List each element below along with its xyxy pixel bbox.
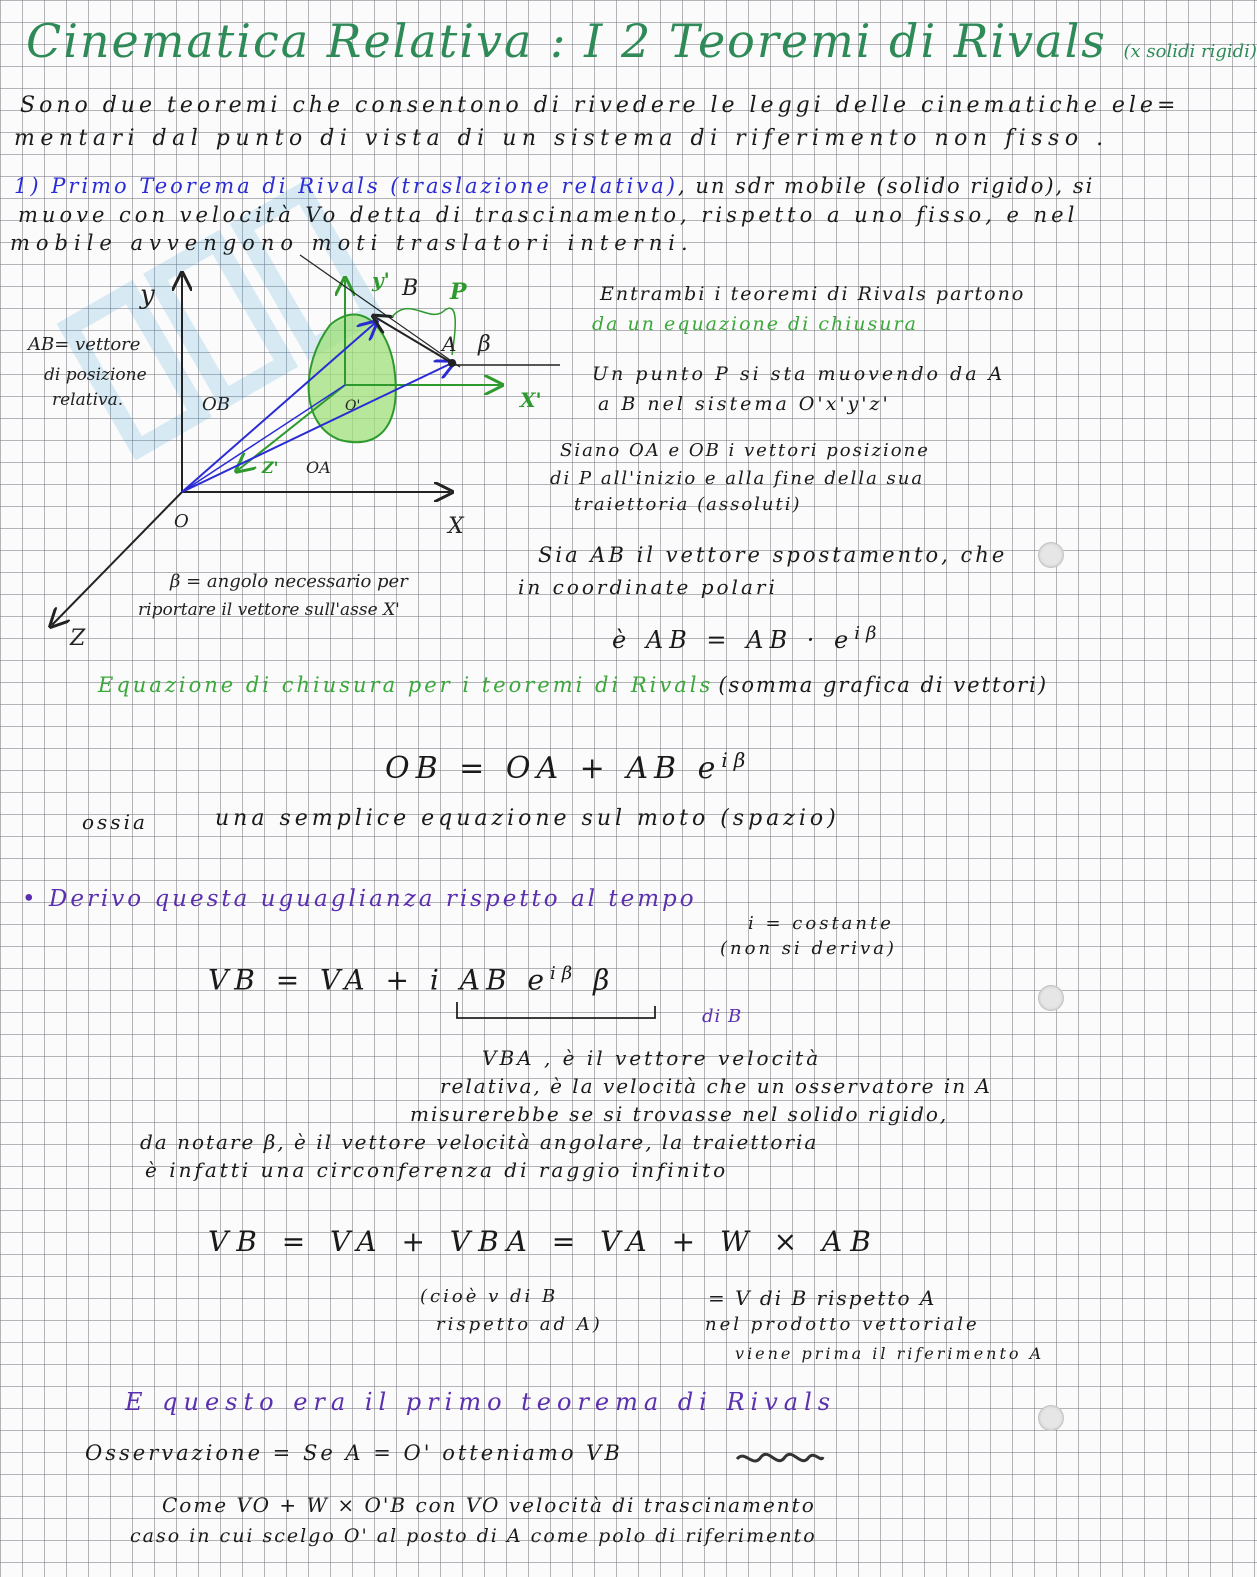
reference-frames-diagram — [0, 255, 600, 675]
constant-note-line-1: i = costante — [748, 913, 894, 934]
label-o: O — [174, 511, 189, 532]
label-b: B — [402, 276, 419, 301]
point-moving-line-2: a B nel sistema O'x'y'z' — [598, 393, 891, 415]
section-1-line-2: muove con velocità Vo detta di trascinamento, rispetto a uno fisso, e nel — [18, 203, 1079, 227]
derivative-bracket — [455, 1000, 660, 1025]
derive-heading-text: Derivo questa uguaglianza rispetto al tempo — [48, 886, 697, 912]
displacement-line-2: in coordinate polari — [518, 575, 778, 599]
conclusion-text: E questo era il primo teorema di Rivals — [125, 1388, 837, 1416]
label-z-prime: Z' — [262, 458, 279, 477]
section-1-heading-rest: , un sdr mobile (solido rigido), si — [677, 174, 1095, 198]
ossia-text: una semplice equazione sul moto (spazio) — [215, 806, 840, 831]
closure-heading-rest: (somma grafica di vettori) — [718, 673, 1049, 697]
label-y: y — [140, 280, 155, 310]
vba-line-1: VBA , è il vettore velocità — [482, 1046, 822, 1070]
vba-line-5: è infatti una circonferenza di raggio infinito — [145, 1158, 729, 1182]
observation-line: Osservazione = Se A = O' otteniamo VB — [85, 1441, 623, 1465]
binder-hole-top — [1038, 542, 1064, 568]
vba-line-2: relativa, è la velocità che un osservatore in A — [440, 1074, 992, 1098]
beta-dot: β — [593, 963, 616, 997]
derivative-equation: VB = VA + i AB $e^{i\beta}$ β — [208, 963, 616, 997]
label-o-prime: O' — [345, 398, 361, 414]
binder-hole-middle — [1038, 985, 1064, 1011]
final-right-note-2: nel prodotto vettoriale — [705, 1314, 980, 1335]
section-1-line-3: mobile avvengono moti traslatori interni. — [10, 231, 694, 255]
both-theorems-line-1: Entrambi i teoremi di Rivals partono — [600, 283, 1026, 305]
vectors-line-1: Siano OA e OB i vettori posizione — [560, 440, 930, 461]
label-x: X — [448, 514, 464, 539]
title-note: (x solidi rigidi) — [1123, 41, 1257, 62]
label-a: A — [442, 332, 457, 356]
ossia-label: ossia — [82, 810, 148, 834]
di-b-label: di B — [702, 1006, 743, 1027]
closure-exponent: iβ — [721, 748, 752, 772]
constant-note-line-2: (non si deriva) — [720, 938, 897, 959]
derivative-exponent: iβ — [549, 963, 579, 984]
ab-note-line-2: di posizione — [44, 365, 147, 385]
ab-note-line-3: relativa. — [52, 390, 124, 410]
scribble-mark — [735, 1445, 825, 1471]
vba-line-3: misurerebbe se si trovasse nel solido rigido, — [410, 1102, 949, 1126]
caso-line: caso in cui scelgo O' al posto di A come polo di riferimento — [130, 1525, 817, 1547]
final-right-note-1: = V di B rispetto A — [708, 1286, 937, 1310]
displacement-exponent: iβ — [854, 623, 883, 644]
point-moving-line-1: Un punto P si sta muovendo da A — [592, 363, 1006, 385]
section-1-line-1 — [14, 176, 1094, 198]
intro-line-2: mentari dal punto di vista di un sistema di riferimento non fisso . — [14, 126, 1109, 151]
final-right-note-3: viene prima il riferimento A — [735, 1344, 1045, 1363]
page-title: Cinematica Relativa : I 2 Teoremi di Rivals (x solidi rigidi) — [26, 14, 1257, 68]
rigid-body — [309, 315, 396, 443]
closure-heading — [98, 675, 1048, 696]
beta-note-line-1: β = angolo necessario per — [170, 571, 408, 592]
displacement-line-1: Sia AB il vettore spostamento, che — [538, 543, 1008, 567]
final-left-note-1: (cioè v di B — [420, 1286, 559, 1307]
displacement-equation: è AB = AB · $e^{i\beta}$ — [612, 623, 883, 654]
label-oa: OA — [306, 458, 331, 477]
binder-hole-bottom — [1038, 1405, 1064, 1431]
both-theorems-line-2: da un equazione di chiusura — [592, 313, 918, 335]
section-1-heading: 1) Primo Teorema di Rivals (traslazione relativa) — [14, 174, 678, 198]
label-p: P — [450, 279, 467, 305]
closure-equation: OB = OA + AB $e^{i\beta}$ — [385, 748, 752, 786]
vectors-line-3: traiettoria (assoluti) — [574, 494, 802, 515]
point-a — [448, 359, 456, 367]
ab-note-line-1: AB= vettore — [28, 334, 141, 355]
vba-line-4: da notare β, è il vettore velocità angolare, la traiettoria — [140, 1130, 819, 1154]
come-line: Come VO + W × O'B con VO velocità di trascinamento — [162, 1493, 816, 1517]
label-ob: OB — [202, 394, 230, 415]
label-beta: β — [478, 332, 491, 357]
beta-note-line-2: riportare il vettore sull'asse X' — [138, 600, 400, 620]
final-left-note-2: rispetto ad A) — [436, 1314, 603, 1335]
intro-line-1: Sono due teoremi che consentono di rivedere le leggi delle cinematiche ele= — [20, 93, 1180, 118]
derive-heading — [22, 888, 697, 911]
final-equation: VB = VA + VBA = VA + W × AB — [208, 1225, 879, 1258]
closure-heading-green: Equazione di chiusura per i teoremi di Rivals — [98, 673, 714, 697]
vectors-line-2: di P all'inizio e alla fine della sua — [550, 468, 925, 489]
label-y-prime: y' — [372, 268, 390, 292]
bullet-icon: • — [22, 886, 39, 912]
label-z: Z — [70, 626, 86, 651]
label-x-prime: X' — [520, 388, 542, 412]
